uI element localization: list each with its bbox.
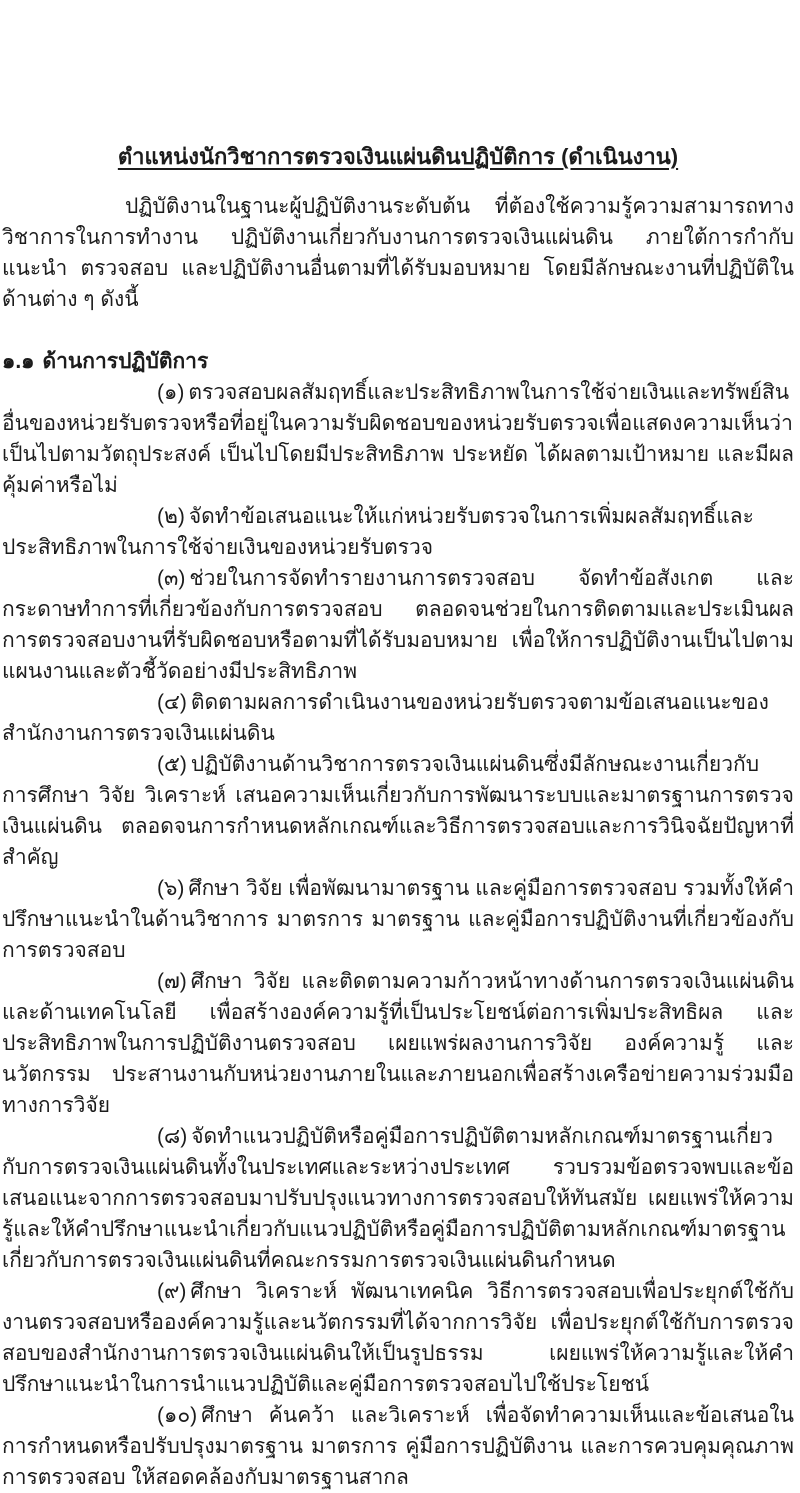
item-text: จัดทำข้อเสนอแนะให้แก่หน่วยรับตรวจในการเพิ่มผลสัมฤทธิ์และประสิทธิภาพในการใช้จ่ายเงินของหน่วยรับตรวจ [2,505,754,559]
section-number: ๑.๑ [2,350,35,373]
list-item [2,1400,794,1493]
list-item [2,1121,794,1276]
item-number: (๔) [157,691,187,714]
list-item [2,749,794,873]
item-number: (๑) [157,381,185,404]
item-number: (๗) [157,970,187,993]
item-text: ติดตามผลการดำเนินงานของหน่วยรับตรวจตามข้อเสนอแนะของสำนักงานการตรวจเงินแผ่นดิน [2,691,769,745]
item-number: (๓) [157,567,186,590]
list-item [2,377,794,501]
list-item [2,966,794,1121]
intro-paragraph: ปฏิบัติงานในฐานะผู้ปฏิบัติงานระดับต้น ที่ต้องใช้ความรู้ความสามารถทางวิชาการในการทำงาน ปฏิบัติงานเกี่ยวกับงานการตรวจเงินแผ่นดิน ภายใต้การกำกับ แนะนำ ตรวจสอบ และปฏิบัติงานอื่นตามที่ได้รับมอบหมาย โดยมีลักษณะงานที่ปฏิบัติในด้านต่าง ๆ ดังนี้ [2,195,794,311]
list-item [2,873,794,966]
item-number: (๙) [157,1280,187,1303]
item-number: (๒) [157,505,185,528]
page-title: ตำแหน่งนักวิชาการตรวจเงินแผ่นดินปฏิบัติการ (ดำเนินงาน) [117,144,679,169]
list-item [2,687,794,749]
item-text: ตรวจสอบผลสัมฤทธิ์และประสิทธิภาพในการใช้จ่ายเงินและทรัพย์สินอื่นของหน่วยรับตรวจหรือที่อยู่ในความรับผิดชอบของหน่วยรับตรวจเพื่อแสดงความเห็นว่า เป็นไปตามวัตถุประสงค์ เป็นไปโดยมีประสิทธิภาพ ประหยัด ได้ผลตามเป้าหมาย และมีผลคุ้มค่าหรือไม่ [2,381,794,497]
item-number: (๖) [157,877,185,900]
item-text: จัดทำแนวปฏิบัติหรือคู่มือการปฏิบัติตามหลักเกณฑ์มาตรฐานเกี่ยวกับการตรวจเงินแผ่นดินทั้งในประเทศและระหว่างประเทศ รวบรวมข้อตรวจพบและข้อเสนอแนะจากการตรวจสอบมาปรับปรุงแนวทางการตรวจสอบให้ทันสมัย เผยแพร่ให้ความรู้และให้คำปรึกษาแนะนำเกี่ยวกับแนวปฏิบัติหรือคู่มือการปฏิบัติตามหลักเกณฑ์มาตรฐานเกี่ยวกับการตรวจเงินแผ่นดินที่คณะกรรมการตรวจเงินแผ่นดินกำหนด [2,1125,794,1272]
section-title: ด้านการปฏิบัติการ [42,350,209,373]
item-text: ช่วยในการจัดทำรายงานการตรวจสอบ จัดทำข้อสังเกต และกระดาษทำการที่เกี่ยวข้องกับการตรวจสอบ ตลอดจนช่วยในการติดตามและประเมินผลการตรวจสอบงานที่รับผิดชอบหรือตามที่ได้รับมอบหมาย เพื่อให้การปฏิบัติงานเป็นไปตามแผนงานและตัวชี้วัดอย่างมีประสิทธิภาพ [2,567,794,683]
item-number: (๑๐) [157,1404,198,1427]
list-item [2,563,794,687]
item-text: ศึกษา วิเคราะห์ พัฒนาเทคนิค วิธีการตรวจสอบเพื่อประยุกต์ใช้กับงานตรวจสอบหรือองค์ความรู้และนวัตกรรมที่ได้จากการวิจัย เพื่อประยุกต์ใช้กับการตรวจสอบของสำนักงานการตรวจเงินแผ่นดินให้เป็นรูปธรรม เผยแพร่ให้ความรู้และให้คำปรึกษาแนะนำในการนำแนวปฏิบัติและคู่มือการตรวจสอบไปใช้ประโยชน์ [2,1280,794,1396]
item-text: ปฏิบัติงานด้านวิชาการตรวจเงินแผ่นดินซึ่งมีลักษณะงานเกี่ยวกับการศึกษา วิจัย วิเคราะห์ เสนอความเห็นเกี่ยวกับการพัฒนาระบบและมาตรฐานการตรวจเงินแผ่นดิน ตลอดจนการกำหนดหลักเกณฑ์และวิธีการตรวจสอบและการวินิจฉัยปัญหาที่สำคัญ [2,753,794,869]
item-text: ศึกษา วิจัย และติดตามความก้าวหน้าทางด้านการตรวจเงินแผ่นดินและด้านเทคโนโลยี เพื่อสร้างองค์ความรู้ที่เป็นประโยชน์ต่อการเพิ่มประสิทธิผล และประสิทธิภาพในการปฏิบัติงานตรวจสอบ เผยแพร่ผลงานการวิจัย องค์ความรู้ และนวัตกรรม ประสานงานกับหน่วยงานภายในและภายนอกเพื่อสร้างเครือข่ายความร่วมมือทางการวิจัย [2,970,794,1117]
item-text: ศึกษา วิจัย เพื่อพัฒนามาตรฐาน และคู่มือการตรวจสอบ รวมทั้งให้คำปรึกษาแนะนำในด้านวิชาการ มาตรการ มาตรฐาน และคู่มือการปฏิบัติงานที่เกี่ยวข้องกับการตรวจสอบ [2,877,794,962]
item-text: ศึกษา ค้นคว้า และวิเคราะห์ เพื่อจัดทำความเห็นและข้อเสนอในการกำหนดหรือปรับปรุงมาตรฐาน มาตรการ คู่มือการปฏิบัติงาน และการควบคุมคุณภาพการตรวจสอบ ให้สอดคล้องกับมาตรฐานสากล [2,1404,794,1489]
list-item [2,1276,794,1400]
section-heading [2,346,794,377]
item-number: (๕) [157,753,187,776]
list-item [2,501,794,563]
item-number: (๘) [157,1125,188,1148]
